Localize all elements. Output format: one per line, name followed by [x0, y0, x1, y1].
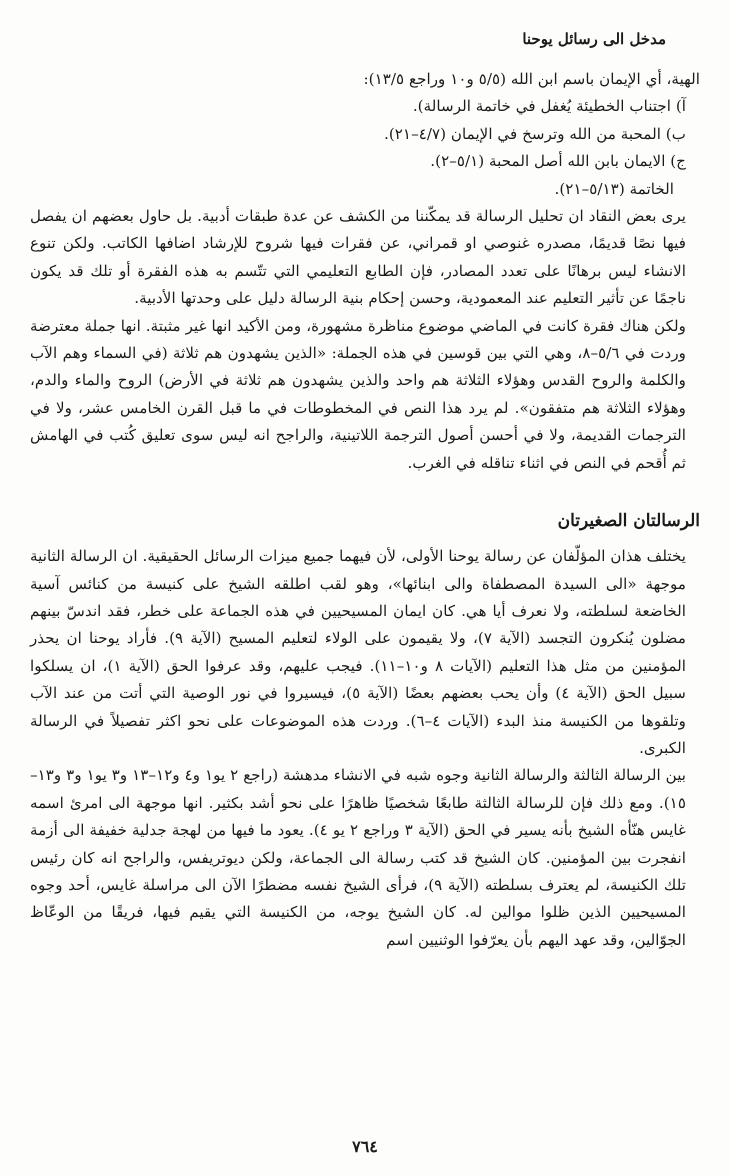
section-heading: الرسالتان الصغيرتان — [557, 511, 700, 532]
page-body — [30, 66, 700, 954]
outline-item-a: آ) اجتناب الخطيئة يُغفل في خاتمة الرسالة). — [412, 97, 686, 116]
paragraph-second-letter: يختلف هذان المؤلّفان عن رسالة يوحنا الأولى، لأن فيهما جميع ميزات الرسائل الحقيقية. ان الرسالة الثانية موجهة «الى السيدة المصطفاة والى ابنائها»، وهو لقب اطلقه الشيخ على كنيسة من كنائس آسية الخاضعة لسلطته، ولا نعرف أيا هي. كان ايمان المسيحيين في هذه الجماعة على خطر، فقد اندسّ بينهم مضلون يُنكرون التجسد (الآية ٧)، ولا يقيمون على الولاء لتعليم المسيح (الآية ٩). فأراد يوحنا ان يحذر المؤمنين من مثل هذا التعليم (الآيات ٨ و١٠–١١). فيجب عليهم، وقد عرفوا الحق (الآية ١)، ان يسلكوا سبيل الحق (الآية ٤) وأن يحب بعضهم بعضًا (الآية ٥)، فيسيروا في نور الوصية التي أتت من عند الآب وتلقوها من الكنيسة منذ البدء (الآيات ٤–٦). وردت هذه الموضوعات على نحو اكثر تفصيلاً في الرسالة الكبرى. — [30, 547, 687, 757]
outline-intro: الهية، أي الإيمان باسم ابن الله (٥/٥ و١٠ وراجع ١٣/٥): — [363, 70, 700, 88]
outline-conclusion: الخاتمة (٥/١٣–٢١). — [554, 179, 674, 198]
paragraph-literary-analysis: يرى بعض النقاد ان تحليل الرسالة قد يمكّننا من الكشف عن عدة طبقات أدبية. بل حاول بعضهم ان يفصل فيها نصًا قديمًا، مصدره غنوصي او قمراني، عن فقرات فيها شروح للإرشاد اضافها الكاتب. ولكن تنوع الانشاء ليس برهانًا على تعدد المصادر، فإن الطابع التعليمي التي تتّسم به هذه الفقرة أو تلك قد يكون ناجمًا عن تأثير التعليم عند المعمودية، وحسن إحكام بنية الرسالة دليل على وحدتها الأدبية. — [30, 207, 686, 308]
page-number: ٧٦٤ — [352, 1137, 378, 1156]
outline-item-c: ج) الايمان بابن الله أصل المحبة (٥/١–٢). — [430, 152, 686, 171]
running-head: مدخل الى رسائل يوحنا — [522, 30, 666, 48]
paragraph-third-letter: بين الرسالة الثالثة والرسالة الثانية وجوه شبه في الانشاء مدهشة (راجع ٢ يو١ و٤ و١٢–١٣ و٣ يو١ و٣ و١٣–١٥). ومع ذلك فإن للرسالة الثالثة طابعًا شخصيًا ظاهرًا على نحو أشد بكثير. انها موجهة الى امرئ اسمه غايس هنّأه الشيخ بأنه يسير في الحق (الآية ٣ وراجع ٢ يو ٤). يعود ما فيها من لهجة جدلية خفيفة الى أزمة انفجرت بين المؤمنين. كان الشيخ قد كتب رسالة الى الجماعة، ولكن ديوتريفس، والراجح انه كان رئيس تلك الكنيسة، لم يعترف بسلطته (الآية ٩)، فرأى الشيخ نفسه مضطرًا الآن الى مراسلة غايس، أحد وجوه المسيحيين الذين ظلوا موالين له. كان الشيخ يوجه، من الكنيسة التي يقيم فيها، فريقًا من الوعّاظ الجوّالين، وقد عهد اليهم بأن يعرّفوا الوثنيين اسم — [30, 766, 687, 949]
outline-item-b: ب) المحبة من الله وترسخ في الإيمان (٤/٧–٢١). — [384, 124, 686, 143]
paragraph-johannine-comma: ولكن هناك فقرة كانت في الماضي موضوع مناظرة مشهورة، ومن الأكيد انها غير مثبتة. انها جملة معترضة وردت في ٥/٦–٨، وهي التي بين قوسين في هذه الجملة: «الذين يشهدون هم ثلاثة (في السماء وهم الآب والكلمة والروح القدس وهؤلاء الثلاثة هم واحد والذين يشهدون هم ثلاثة في الأرض) الروح والماء والدم، وهؤلاء الثلاثة هم متفقون». لم يرد هذا النص في المخطوطات في ما قبل القرن الخامس عشر، ولا في الترجمات القديمة، ولا في أحسن أصول الترجمة اللاتينية، والراجح انه ليس سوى تعليق كُتب في الهامش ثم أُقحم في النص في اثناء تناقله في الغرب. — [30, 316, 686, 472]
